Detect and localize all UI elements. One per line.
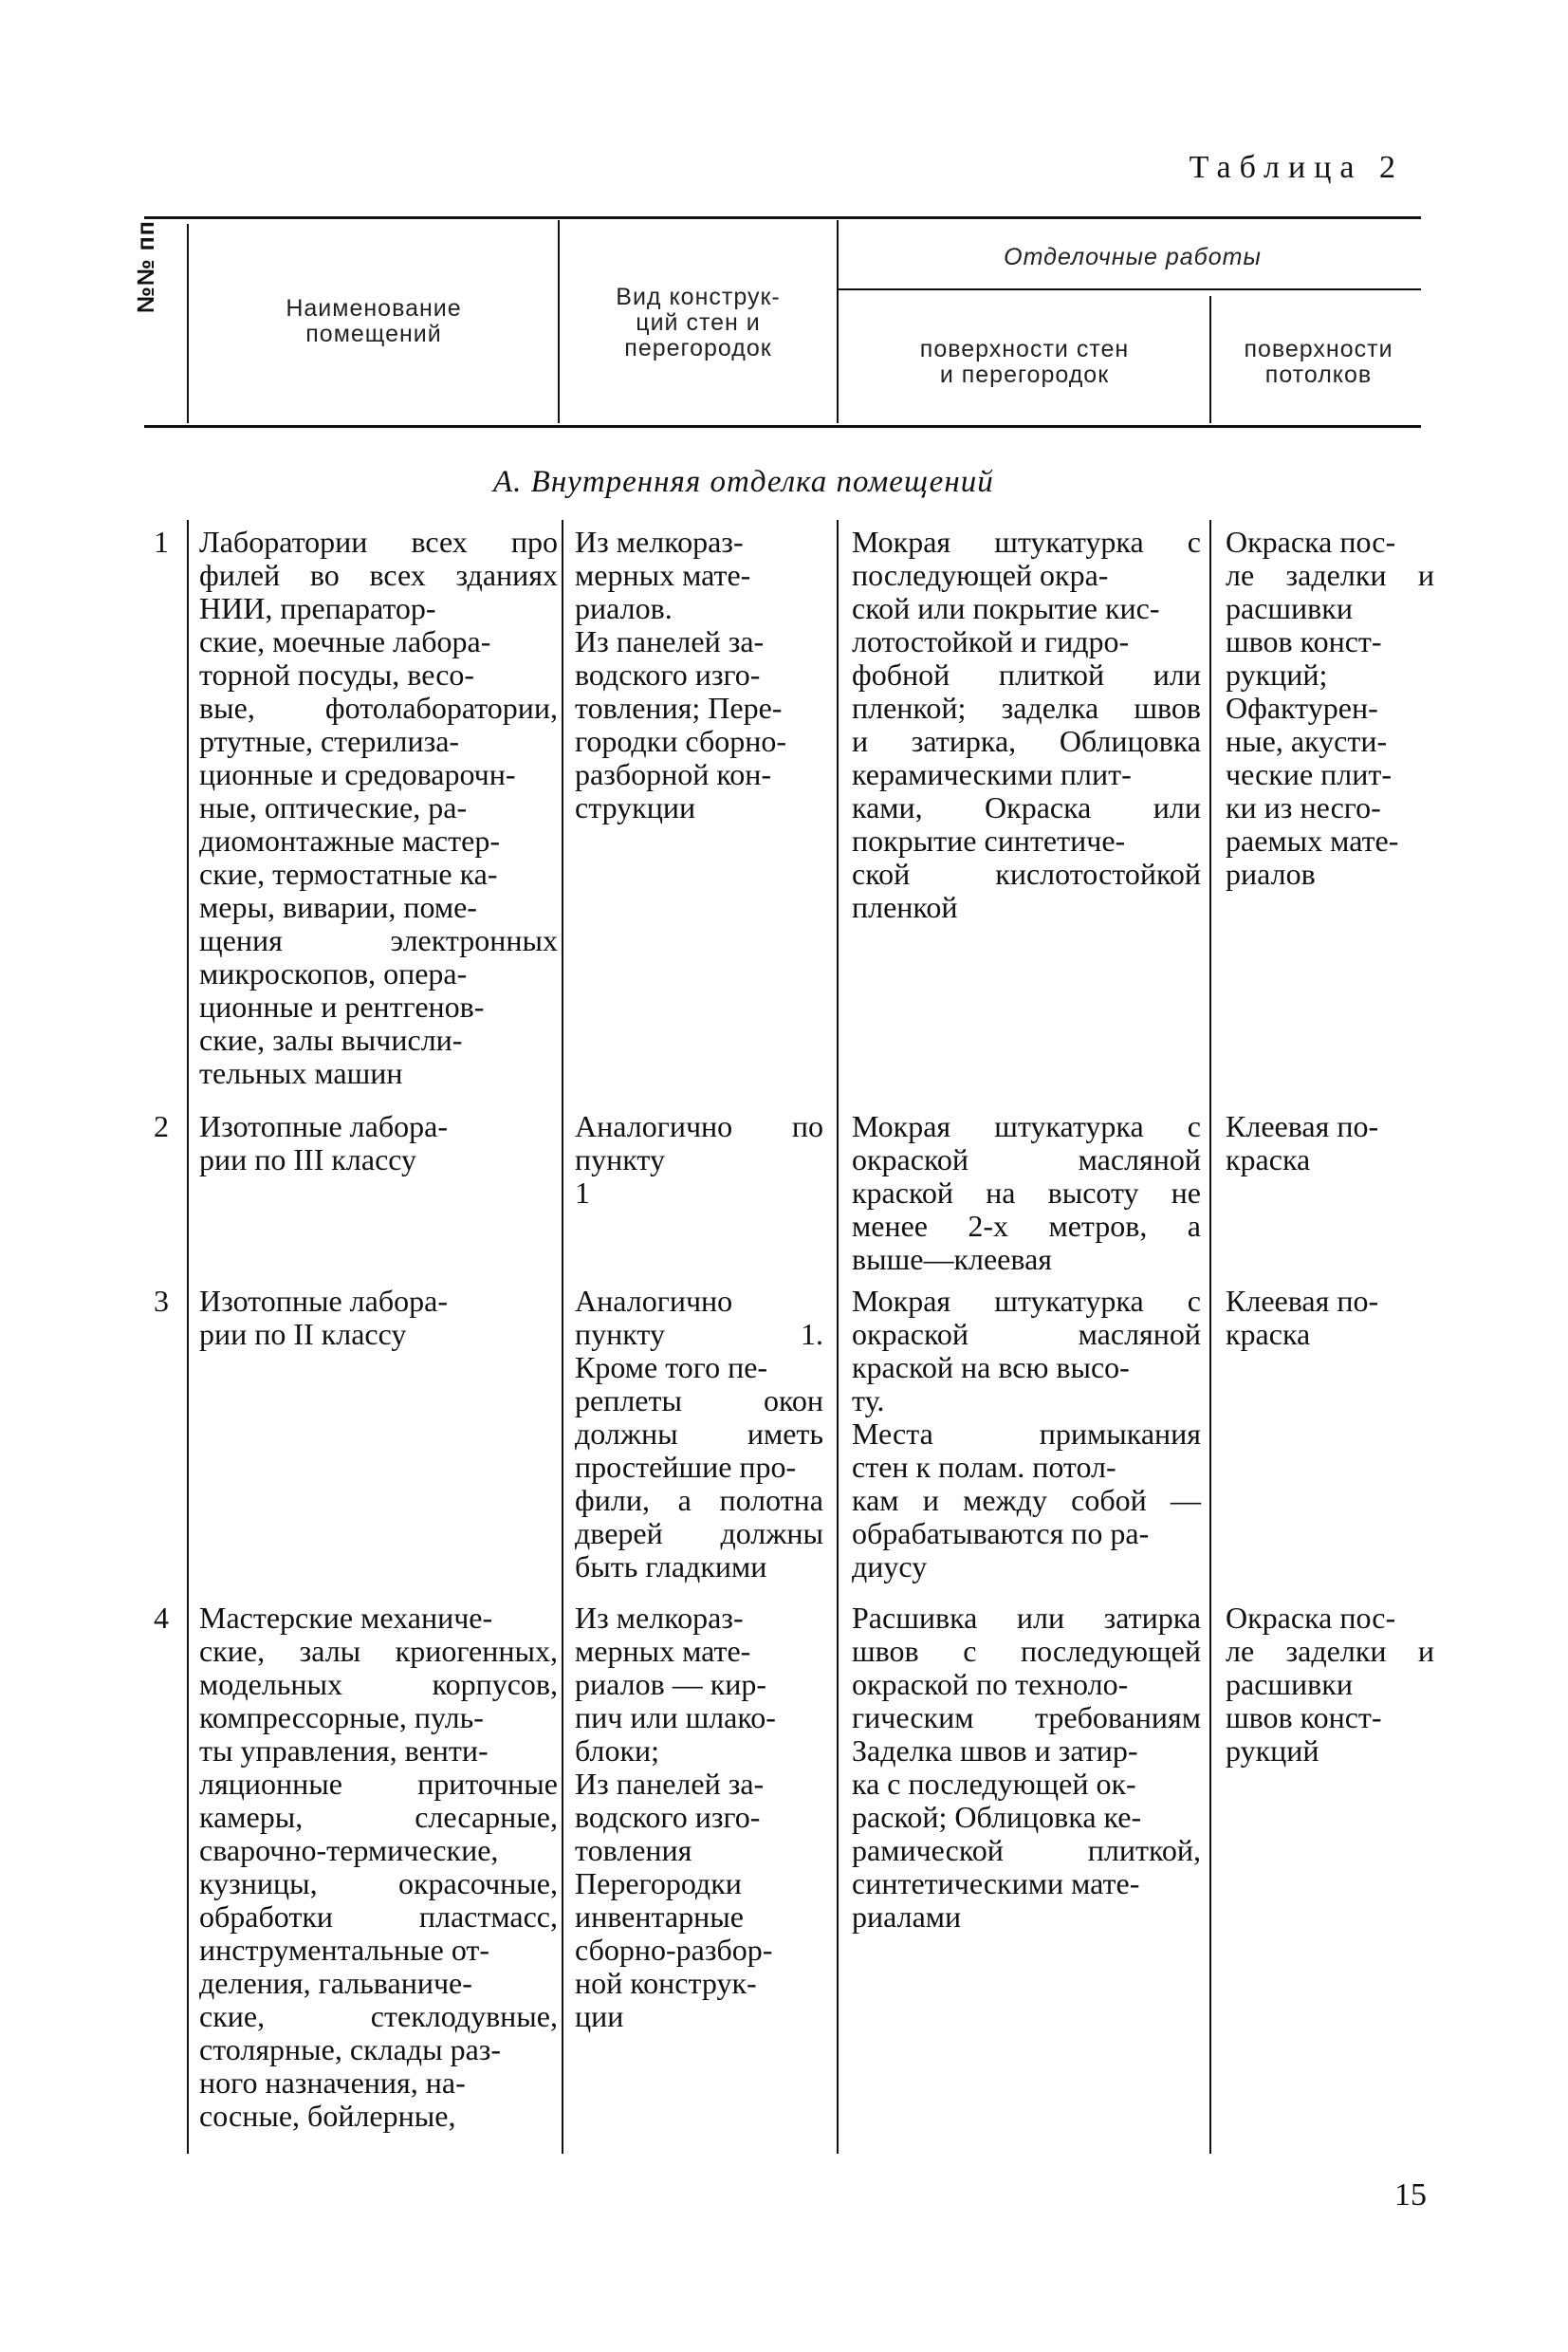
construction-text-line: мерных мате-	[575, 1634, 751, 1668]
name-text-line: микроскопов, опера-	[199, 956, 468, 991]
ceilings-text-line: расшивки	[1226, 1667, 1353, 1701]
walls-text-line: ками, Окраска или	[852, 790, 1201, 824]
walls-text-line: Мокрая штукатурка с	[852, 525, 1201, 559]
room-name-cell	[199, 1285, 558, 1351]
body-divider-2	[562, 520, 563, 2154]
ceilings-text-line: краска	[1226, 1142, 1311, 1176]
construction-text-line: ции	[575, 1999, 624, 2033]
header-name-line-2: помещений	[305, 321, 442, 347]
row-number: 1	[154, 525, 169, 559]
header-name-line-1: Наименование	[286, 295, 462, 322]
construction-text-line: должны иметь	[575, 1417, 823, 1451]
walls-text-line: Заделка швов и затир-	[852, 1733, 1138, 1768]
walls-text-line: ка с последующей ок-	[852, 1767, 1136, 1801]
walls-text-line: обрабатываются по ра-	[852, 1516, 1150, 1550]
name-text-line: деления, гальваниче-	[199, 1966, 472, 2000]
name-text-line: обработки пластмасс,	[199, 1899, 558, 1934]
name-text-line: ские, стеклодувные,	[199, 1999, 558, 2033]
body-divider-4	[1209, 520, 1211, 2154]
ceilings-text-line: рукций	[1226, 1733, 1319, 1768]
header-ceilings-column	[1216, 337, 1421, 388]
walls-text-line: раской; Облицовка ке-	[852, 1800, 1142, 1834]
ceilings-text-line: Окраска пос-	[1226, 1601, 1396, 1635]
construction-text-line: пункту	[575, 1142, 665, 1176]
construction-text-line: 1	[575, 1176, 590, 1210]
name-text-line: ртутные, стерилиза-	[199, 724, 460, 758]
walls-text-line: Места примыкания	[852, 1417, 1201, 1451]
walls-text-line: рамической плиткой,	[852, 1833, 1201, 1867]
body-divider-1	[187, 520, 189, 2154]
walls-text-line: Расшивка или затирка	[852, 1601, 1201, 1635]
name-text-line: столярные, склады раз-	[199, 2032, 502, 2066]
walls-text-line: краской на всю высо-	[852, 1350, 1130, 1384]
walls-text-line: гическим требованиям	[852, 1700, 1201, 1734]
body-divider-3	[837, 520, 839, 2154]
construction-text-line: Из мелкораз-	[575, 1601, 744, 1635]
header-walls-line-2: и перегородок	[939, 361, 1110, 388]
ceilings-text-line: швов конст-	[1226, 1700, 1382, 1734]
construction-text-line: быть гладкими	[575, 1549, 767, 1583]
construction-text-line: товления; Пере-	[575, 691, 783, 725]
walls-text-line: ской или покрытие кис-	[852, 591, 1160, 625]
walls-text-line: синтетическими мате-	[852, 1866, 1140, 1900]
name-text-line: Лаборатории всех про	[199, 525, 558, 559]
construction-text-line: Из панелей за-	[575, 624, 765, 658]
walls-finish-cell	[852, 1285, 1201, 1583]
header-divider-2	[558, 220, 560, 423]
ceilings-text-line: ле заделки и	[1226, 558, 1434, 592]
header-finishing-group: Отделочные работы	[1004, 244, 1262, 270]
room-name-cell	[199, 526, 558, 1090]
ceilings-text-line: Клеевая по-	[1226, 1109, 1379, 1143]
header-walls-column	[844, 337, 1205, 388]
name-text-line: Изотопные лабора-	[199, 1284, 448, 1318]
name-text-line: Изотопные лабора-	[199, 1109, 448, 1143]
construction-text-line: риалов.	[575, 591, 673, 625]
construction-text-line: Аналогично по	[575, 1109, 823, 1143]
ceilings-finish-cell	[1226, 526, 1434, 891]
ceilings-text-line: ле заделки и	[1226, 1634, 1434, 1668]
name-text-line: НИИ, препаратор-	[199, 591, 436, 625]
construction-text-line: инвентарные	[575, 1899, 744, 1934]
construction-text-line: мерных мате-	[575, 558, 751, 592]
row-number: 3	[154, 1284, 169, 1318]
name-text-line: модельных корпусов,	[199, 1667, 558, 1701]
construction-text-line: водского изго-	[575, 1800, 761, 1834]
construction-cell	[575, 526, 823, 824]
header-construction-line-2: ций стен и	[636, 309, 761, 336]
finishing-group-rule	[837, 288, 1421, 290]
construction-text-line: Кроме того пе-	[575, 1350, 768, 1384]
walls-text-line: ской кислотостойкой	[852, 857, 1201, 891]
construction-text-line: струкции	[575, 790, 696, 824]
name-text-line: ты управления, венти-	[199, 1733, 489, 1768]
construction-text-line: товления	[575, 1833, 692, 1867]
construction-text-line: водского изго-	[575, 657, 761, 692]
construction-text-line: реплеты окон	[575, 1383, 823, 1417]
ceilings-text-line: Клеевая по-	[1226, 1284, 1379, 1318]
walls-text-line: окраской по техноло-	[852, 1667, 1129, 1701]
header-name-column	[194, 296, 553, 347]
name-text-line: камеры, слесарные,	[199, 1800, 558, 1834]
name-text-line: ские, моечные лабора-	[199, 624, 491, 658]
header-number-column: №№ пп	[133, 220, 159, 313]
construction-text-line: Перегородки	[575, 1866, 742, 1900]
construction-cell	[575, 1285, 823, 1583]
name-text-line: ские, залы криогенных,	[199, 1634, 558, 1668]
header-divider-3	[837, 220, 839, 423]
walls-text-line: ту.	[852, 1383, 885, 1417]
construction-cell	[575, 1602, 823, 2033]
name-text-line: сосные, бойлерные,	[199, 2099, 456, 2133]
construction-text-line: Из мелкораз-	[575, 525, 744, 559]
ceilings-text-line: ки из несго-	[1226, 790, 1381, 824]
construction-text-line: Аналогично	[575, 1284, 733, 1318]
name-text-line: компрессорные, пуль-	[199, 1700, 484, 1734]
header-bottom-rule	[144, 425, 1421, 428]
walls-text-line: диусу	[852, 1549, 928, 1583]
walls-text-line: покрытие синтетиче-	[852, 824, 1126, 858]
ceilings-text-line: Офактурен-	[1226, 691, 1378, 725]
construction-text-line: фили, а полотна	[575, 1483, 823, 1517]
walls-text-line: швов с последующей	[852, 1634, 1201, 1668]
walls-text-line: менее 2-х метров, а	[852, 1209, 1201, 1243]
ceilings-text-line: риалов	[1226, 857, 1316, 891]
ceilings-text-line: краска	[1226, 1317, 1311, 1351]
ceilings-text-line: расшивки	[1226, 591, 1353, 625]
header-construction-column	[565, 285, 831, 361]
construction-text-line: блоки;	[575, 1733, 660, 1768]
construction-text-line: пункту 1.	[575, 1317, 823, 1351]
name-text-line: ционные и рентгенов-	[199, 990, 485, 1024]
name-text-line: рии по II классу	[199, 1317, 407, 1351]
row-number: 2	[154, 1109, 169, 1143]
name-text-line: тельных машин	[199, 1056, 403, 1090]
name-text-line: сварочно-термические,	[199, 1833, 499, 1867]
name-text-line: инструментальные от-	[199, 1933, 490, 1967]
name-text-line: ные, оптические, ра-	[199, 790, 468, 824]
construction-text-line: риалов — кир-	[575, 1667, 767, 1701]
name-text-line: Мастерские механиче-	[199, 1601, 493, 1635]
room-name-cell	[199, 1602, 558, 2133]
walls-finish-cell	[852, 1602, 1201, 1934]
name-text-line: ские, залы вычисли-	[199, 1023, 463, 1057]
walls-finish-cell	[852, 526, 1201, 924]
header-walls-line-1: поверхности стен	[919, 336, 1130, 362]
walls-text-line: кам и между собой —	[852, 1483, 1201, 1517]
walls-text-line: риалами	[852, 1899, 962, 1934]
ceilings-text-line: раемых мате-	[1226, 824, 1399, 858]
name-text-line: щения электронных	[199, 923, 558, 957]
walls-text-line: стен к полам. потол-	[852, 1450, 1116, 1484]
name-text-line: ционные и средоварочн-	[199, 757, 516, 791]
header-ceilings-line-2: потолков	[1264, 361, 1373, 388]
name-text-line: диомонтажные мастер-	[199, 824, 500, 858]
walls-text-line: последующей окра-	[852, 558, 1109, 592]
construction-text-line: городки сборно-	[575, 724, 787, 758]
name-text-line: кузницы, окрасочные,	[199, 1866, 558, 1900]
walls-text-line: краской на высоту не	[852, 1176, 1201, 1210]
construction-text-line: ной конструк-	[575, 1966, 757, 2000]
name-text-line: ские, термостатные ка-	[199, 857, 498, 891]
name-text-line: торной посуды, весо-	[199, 657, 475, 692]
header-construction-line-1: Вид конструк-	[616, 284, 781, 310]
name-text-line: филей во всех зданиях	[199, 558, 558, 592]
header-construction-line-3: перегородок	[624, 335, 772, 361]
ceilings-text-line: ные, акусти-	[1226, 724, 1388, 758]
construction-text-line: Из панелей за-	[575, 1767, 765, 1801]
ceilings-finish-cell	[1226, 1602, 1434, 1768]
construction-text-line: сборно-разбор-	[575, 1933, 773, 1967]
ceilings-text-line: рукций;	[1226, 657, 1328, 692]
walls-text-line: окраской масляной	[852, 1317, 1201, 1351]
header-top-rule	[144, 216, 1421, 219]
walls-text-line: лотостойкой и гидро-	[852, 624, 1130, 658]
header-divider-1	[187, 224, 189, 423]
construction-text-line: простейшие про-	[575, 1450, 797, 1484]
walls-text-line: пленкой; заделка швов	[852, 691, 1201, 725]
room-name-cell	[199, 1110, 558, 1176]
walls-text-line: Мокрая штукатурка с	[852, 1284, 1201, 1318]
ceilings-text-line: швов конст-	[1226, 624, 1382, 658]
ceilings-finish-cell	[1226, 1285, 1434, 1351]
construction-text-line: пич или шлако-	[575, 1700, 776, 1734]
construction-text-line: разборной кон-	[575, 757, 772, 791]
walls-text-line: пленкой	[852, 890, 958, 924]
header-divider-4	[1209, 296, 1211, 423]
section-heading: А. Внутренняя отделка помещений	[493, 465, 994, 499]
walls-text-line: выше—клеевая	[852, 1242, 1052, 1276]
page-number: 15	[1394, 2177, 1427, 2213]
table-caption: Таблица 2	[1189, 150, 1404, 185]
row-number: 4	[154, 1601, 169, 1635]
name-text-line: рии по III классу	[199, 1142, 417, 1176]
walls-text-line: окраской масляной	[852, 1142, 1201, 1176]
walls-finish-cell	[852, 1110, 1201, 1276]
walls-text-line: и затирка, Облицовка	[852, 724, 1201, 758]
header-ceilings-line-1: поверхности	[1244, 336, 1393, 362]
name-text-line: вые, фотолаборатории,	[199, 691, 558, 725]
walls-text-line: фобной плиткой или	[852, 657, 1201, 692]
ceilings-finish-cell	[1226, 1110, 1434, 1176]
ceilings-text-line: ческие плит-	[1226, 757, 1393, 791]
ceilings-text-line: Окраска пос-	[1226, 525, 1396, 559]
walls-text-line: Мокрая штукатурка с	[852, 1109, 1201, 1143]
construction-cell	[575, 1110, 823, 1210]
name-text-line: ляционные приточные	[199, 1767, 558, 1801]
name-text-line: меры, виварии, поме-	[199, 890, 477, 924]
construction-text-line: дверей должны	[575, 1516, 823, 1550]
walls-text-line: керамическими плит-	[852, 757, 1132, 791]
name-text-line: ного назначения, на-	[199, 2065, 466, 2100]
